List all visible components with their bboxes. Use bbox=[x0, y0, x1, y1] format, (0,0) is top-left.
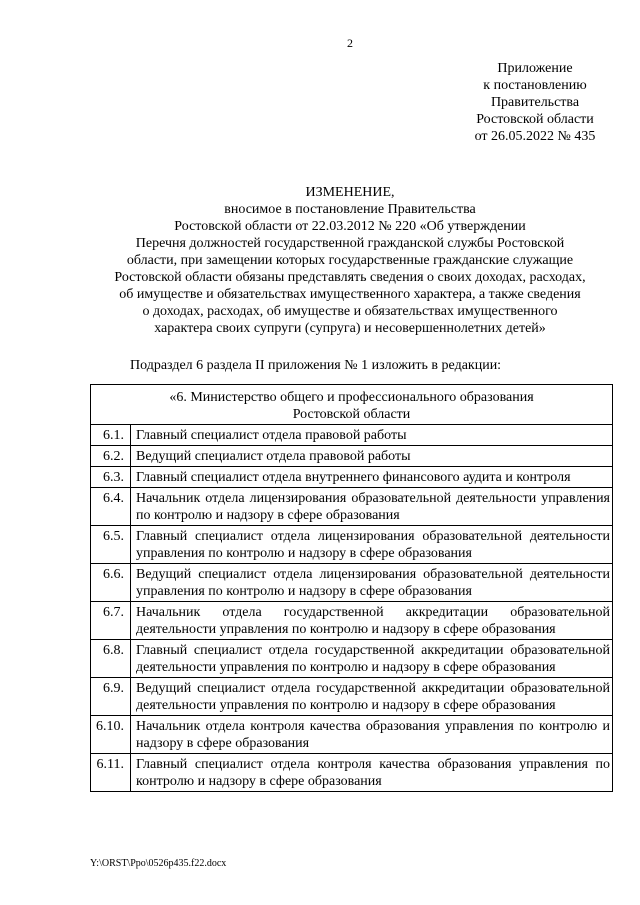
table-row bbox=[91, 716, 613, 754]
row-number: 6.1. bbox=[91, 425, 131, 446]
title-line: области, при замещении которых государственные гражданские служащие bbox=[126, 253, 574, 268]
row-position: Ведущий специалист отдела правовой работы bbox=[131, 446, 613, 467]
table-header-row bbox=[91, 385, 613, 425]
file-path-footer: Y:\ORST\Ppo\0526p435.f22.docx bbox=[90, 858, 227, 869]
table-header-line: «6. Министерство общего и профессионального образования bbox=[169, 390, 534, 405]
row-number: 6.4. bbox=[91, 488, 131, 526]
row-number: 6.2. bbox=[91, 446, 131, 467]
table-row bbox=[91, 467, 613, 488]
title-line: вносимое в постановление Правительства bbox=[224, 202, 476, 217]
table-header-line: Ростовской области bbox=[292, 407, 411, 422]
row-position: Начальник отдела государственной аккредитации образовательной деятельности управления по контролю и надзору в сфере образования bbox=[131, 602, 613, 640]
title-line: Ростовской области от 22.03.2012 № 220 «Об утверждении bbox=[174, 219, 526, 234]
title-line: Перечня должностей государственной гражданской службы Ростовской bbox=[135, 236, 565, 251]
row-position: Начальник отдела лицензирования образовательной деятельности управления по контролю и надзору в сфере образования bbox=[131, 488, 613, 526]
table-row bbox=[91, 425, 613, 446]
appendix-line: к постановлению bbox=[483, 78, 587, 93]
appendix-line: от 26.05.2022 № 435 bbox=[474, 129, 596, 144]
appendix-line: Ростовской области bbox=[476, 112, 594, 127]
row-number: 6.6. bbox=[91, 564, 131, 602]
title-line: о доходах, расходах, об имуществе и обязательствах имущественного bbox=[142, 304, 558, 319]
positions-table-body bbox=[91, 385, 613, 792]
row-position: Главный специалист отдела государственной аккредитации образовательной деятельности управления по контролю и надзору в сфере образования bbox=[131, 640, 613, 678]
row-number: 6.9. bbox=[91, 678, 131, 716]
appendix-line: Правительства bbox=[490, 95, 580, 110]
appendix-line: Приложение bbox=[497, 61, 573, 76]
table-row bbox=[91, 640, 613, 678]
title-line: ИЗМЕНЕНИЕ, bbox=[305, 185, 395, 200]
table-row bbox=[91, 446, 613, 467]
appendix-block bbox=[440, 60, 630, 145]
title-line: характера своих супруги (супруга) и несовершеннолетних детей» bbox=[154, 321, 546, 336]
table-row bbox=[91, 488, 613, 526]
row-number: 6.11. bbox=[91, 754, 131, 792]
title-line: об имуществе и обязательствах имущественного характера, а также сведения bbox=[119, 287, 581, 302]
table-row bbox=[91, 602, 613, 640]
positions-table bbox=[90, 384, 613, 792]
row-number: 6.7. bbox=[91, 602, 131, 640]
row-number: 6.10. bbox=[91, 716, 131, 754]
row-position: Главный специалист отдела лицензирования образовательной деятельности управления по контролю и надзору в сфере образования bbox=[131, 526, 613, 564]
table-row bbox=[91, 564, 613, 602]
row-number: 6.5. bbox=[91, 526, 131, 564]
document-title bbox=[60, 184, 640, 337]
page-number: 2 bbox=[347, 36, 353, 50]
row-position: Начальник отдела контроля качества образования управления по контролю и надзору в сфере образования bbox=[131, 716, 613, 754]
row-number: 6.8. bbox=[91, 640, 131, 678]
table-row bbox=[91, 678, 613, 716]
row-position: Ведущий специалист отдела лицензирования образовательной деятельности управления по контролю и надзору в сфере образования bbox=[131, 564, 613, 602]
table-row bbox=[91, 754, 613, 792]
intro-paragraph: Подраздел 6 раздела II приложения № 1 изложить в редакции: bbox=[130, 358, 502, 373]
row-position: Ведущий специалист отдела государственной аккредитации образовательной деятельности управления по контролю и надзору в сфере образования bbox=[131, 678, 613, 716]
row-position: Главный специалист отдела правовой работы bbox=[131, 425, 613, 446]
row-position: Главный специалист отдела контроля качества образования управления по контролю и надзору в сфере образования bbox=[131, 754, 613, 792]
title-line: Ростовской области обязаны представлять сведения о своих доходах, расходах, bbox=[114, 270, 586, 285]
table-row bbox=[91, 526, 613, 564]
row-number: 6.3. bbox=[91, 467, 131, 488]
row-position: Главный специалист отдела внутреннего финансового аудита и контроля bbox=[131, 467, 613, 488]
table-header-cell bbox=[91, 385, 613, 425]
